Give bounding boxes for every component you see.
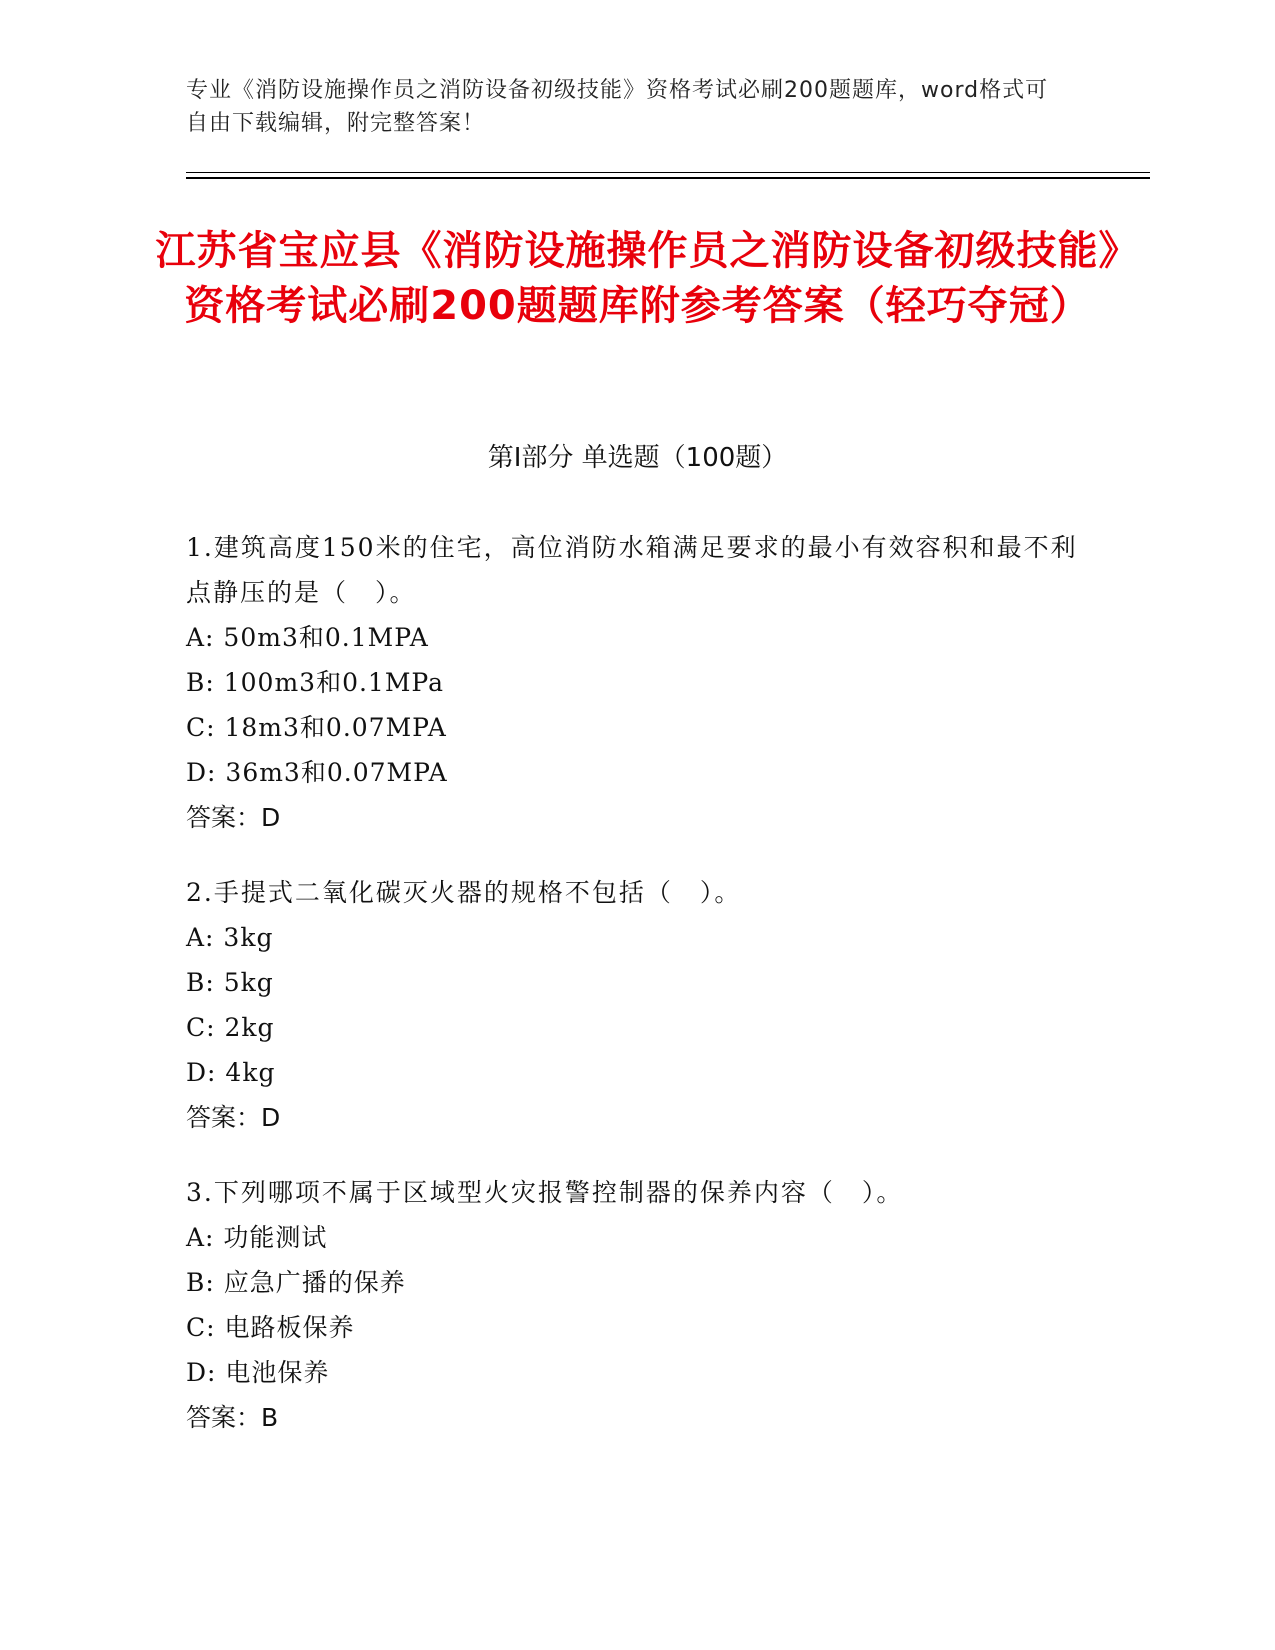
option-c: C: 18m3和0.07MPA	[186, 713, 447, 742]
question-1	[186, 525, 1086, 840]
option-b: B: 100m3和0.1MPa	[186, 668, 445, 697]
option-a: A: 50m3和0.1MPA	[186, 623, 429, 652]
answer-label: 答案：D	[186, 1103, 281, 1132]
answer-label: 答案：B	[186, 1403, 279, 1432]
option-d: D: 电池保养	[186, 1358, 330, 1387]
option-d: D: 4kg	[186, 1058, 276, 1087]
question-list	[186, 525, 1086, 1470]
option-a: A: 3kg	[186, 923, 274, 952]
option-a: A: 功能测试	[186, 1223, 328, 1252]
header-note: 专业《消防设施操作员之消防设备初级技能》资格考试必刷200题题库，word格式可自由下载编辑，附完整答案！	[186, 78, 1049, 136]
question-stem: 1.建筑高度150米的住宅，高位消防水箱满足要求的最小有效容积和最不利点静压的是（ ）。	[186, 533, 1078, 607]
option-b: B: 5kg	[186, 968, 274, 997]
section-heading: 第Ⅰ部分 单选题（100题）	[487, 443, 788, 473]
document-title: 江苏省宝应县《消防设施操作员之消防设备初级技能》资格考试必刷200题题库附参考答案（轻巧夺冠）	[155, 228, 1120, 329]
question-stem: 2.手提式二氧化碳灭火器的规格不包括（ ）。	[186, 878, 742, 907]
question-3	[186, 1170, 1086, 1440]
option-b: B: 应急广播的保养	[186, 1268, 406, 1297]
answer-label: 答案：D	[186, 803, 281, 832]
option-c: C: 2kg	[186, 1013, 275, 1042]
question-stem: 3.下列哪项不属于区域型火灾报警控制器的保养内容（ ）。	[186, 1178, 904, 1207]
question-2	[186, 870, 1086, 1140]
header-rule-thin	[186, 172, 1150, 173]
option-d: D: 36m3和0.07MPA	[186, 758, 448, 787]
option-c: C: 电路板保养	[186, 1313, 355, 1342]
header-rule-thick	[186, 177, 1150, 179]
